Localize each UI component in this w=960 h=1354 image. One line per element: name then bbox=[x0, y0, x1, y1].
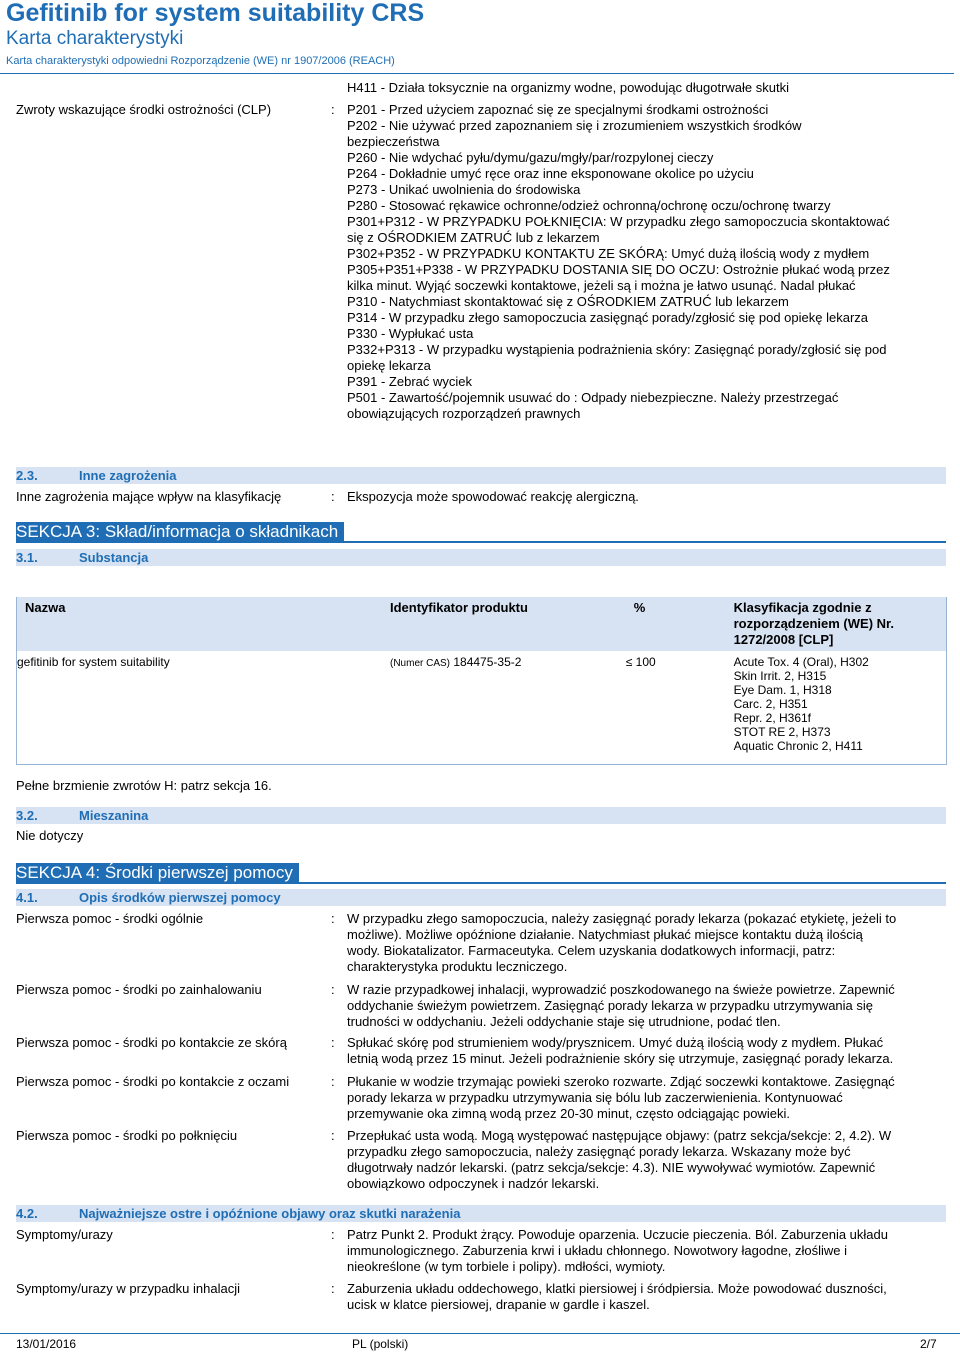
symptoms-line: Patrz Punkt 2. Produkt żrący. Powoduje oparzenia. Uczucie pieczenia. Ból. Zaburzenia układu bbox=[347, 1227, 888, 1242]
field-colon: : bbox=[331, 1128, 335, 1143]
field-colon: : bbox=[331, 489, 335, 504]
other-hazards-label: Inne zagrożenia mające wpływ na klasyfikację bbox=[16, 489, 282, 504]
first-aid-ingestion-row bbox=[16, 1128, 946, 1192]
header-divider bbox=[0, 73, 954, 74]
footer-page-number: 2/7 bbox=[920, 1337, 937, 1351]
first-aid-line: trudności w oddychaniu. Jeżeli oddychanie staje się utrudnione, podać tlen. bbox=[347, 1014, 781, 1029]
precaution-line: P305+P351+P338 - W PRZYPADKU DOSTANIA SIĘ DO OCZU: Ostrożnie płukać wodą przez bbox=[347, 262, 890, 277]
classification-line: Carc. 2, H351 bbox=[733, 697, 808, 711]
column-header-name: Nazwa bbox=[17, 597, 383, 651]
precautionary-statements bbox=[347, 102, 946, 422]
subsection-title: Opis środków pierwszej pomocy bbox=[79, 890, 281, 905]
first-aid-line: przemywanie oka zimną wodą przez 20-30 minut, często odciągając powieki. bbox=[347, 1106, 790, 1121]
footer-date: 13/01/2016 bbox=[16, 1337, 77, 1351]
first-aid-label: Pierwsza pomoc - środki po zainhalowaniu bbox=[16, 982, 262, 997]
cas-number: 184475-35-2 bbox=[453, 655, 522, 669]
first-aid-label: Pierwsza pomoc - środki po kontakcie z oczami bbox=[16, 1074, 290, 1089]
precaution-line: P201 - Przed użyciem zapoznać się ze specjalnymi środkami ostrożności bbox=[347, 102, 769, 117]
precaution-line: P202 - Nie używać przed zapoznaniem się i zrozumieniem wszystkich środków bbox=[347, 118, 802, 133]
table-header-row bbox=[17, 597, 947, 651]
first-aid-general-row bbox=[16, 911, 946, 975]
symptoms-line: Zaburzenia układu oddechowego, klatki piersiowej i śródpiersia. Może powodować duszności, bbox=[347, 1281, 887, 1296]
footer-divider bbox=[0, 1333, 960, 1334]
first-aid-line: Płukanie w wodzie trzymając powieki szeroko rozwarte. Zdjąć soczewki kontaktowe. Zasięgnąć bbox=[347, 1074, 895, 1089]
precaution-line: obowiązujących rozporządzeń prawnych bbox=[347, 406, 581, 421]
subsection-title: Inne zagrożenia bbox=[79, 468, 177, 483]
precaution-line: P280 - Stosować rękawice ochronne/odzież ochronną/ochronę oczu/ochronę twarzy bbox=[347, 198, 831, 213]
precaution-line: P301+P312 - W PRZYPADKU POŁKNIĘCIA: W przypadku złego samopoczucia skontaktować bbox=[347, 214, 890, 229]
precaution-line: P330 - Wypłukać usta bbox=[347, 326, 474, 341]
first-aid-line: obowiązkowo odpoczynek i nadzór lekarski. bbox=[347, 1176, 600, 1191]
first-aid-line: charakterystyka produktu leczniczego. bbox=[347, 959, 568, 974]
first-aid-line: długotrwały nadzór lekarski. (patrz sekcja/sekcje: 4.3). NIE wywoływać wymiotów. Zapewnić bbox=[347, 1160, 876, 1175]
regulation-reference: Karta charakterystyki odpowiedni Rozporządzenie (WE) nr 1907/2006 (REACH) bbox=[6, 55, 395, 67]
first-aid-text bbox=[347, 911, 946, 975]
subsection-title: Najważniejsze ostre i opóźnione objawy oraz skutki narażenia bbox=[79, 1206, 461, 1221]
symptoms-inhalation-row bbox=[16, 1281, 946, 1313]
precaution-line: P314 - W przypadku złego samopoczucia zasięgnąć porady/zgłosić się pod opiekę lekarza bbox=[347, 310, 869, 325]
field-colon: : bbox=[331, 1281, 335, 1296]
first-aid-label: Pierwsza pomoc - środki po połknięciu bbox=[16, 1128, 238, 1143]
first-aid-label: Pierwsza pomoc - środki po kontakcie ze skórą bbox=[16, 1035, 287, 1050]
precaution-line: kilka minut. Wyjąć soczewki kontaktowe, jeżeli są i można je łatwo usunąć. Nadal płukać bbox=[347, 278, 856, 293]
symptoms-label: Symptomy/urazy bbox=[16, 1227, 113, 1242]
subsection-number: 3.1. bbox=[16, 550, 38, 565]
first-aid-text bbox=[347, 1035, 946, 1067]
symptoms-row bbox=[16, 1227, 946, 1275]
first-aid-text bbox=[347, 1074, 946, 1122]
field-colon: : bbox=[331, 911, 335, 926]
classification-line: STOT RE 2, H373 bbox=[733, 725, 831, 739]
precaution-line: P260 - Nie wdychać pyłu/dymu/gazu/mgły/par/rozpylonej cieczy bbox=[347, 150, 714, 165]
footer-language: PL (polski) bbox=[352, 1337, 409, 1351]
table-row bbox=[17, 651, 947, 765]
precaution-line: P302+P352 - W PRZYPADKU KONTAKTU ZE SKÓRĄ: Umyć dużą ilością wody z mydłem bbox=[347, 246, 870, 261]
subsection-title: Mieszanina bbox=[79, 808, 149, 823]
document-title: Gefitinib for system suitability CRS bbox=[6, 0, 425, 27]
precaution-line: P391 - Zebrać wyciek bbox=[347, 374, 472, 389]
precaution-line: się z OŚRODKIEM ZATRUĆ lub z lekarzem bbox=[347, 230, 600, 245]
hazard-statement-row bbox=[16, 80, 946, 96]
symptoms-line: ucisk w klatce piersiowej, drapanie w gardle i kaszel. bbox=[347, 1297, 650, 1312]
first-aid-line: Przepłukać usta wodą. Mogą występować następujące objawy: (patrz sekcja/sekcje: 2, 4.2). W bbox=[347, 1128, 892, 1143]
section-4-heading bbox=[16, 863, 946, 884]
composition-table bbox=[16, 597, 947, 765]
symptoms-label: Symptomy/urazy w przypadku inhalacji bbox=[16, 1281, 240, 1296]
subsection-3-2-bar bbox=[16, 807, 946, 824]
first-aid-line: oddychanie świeżym powietrzem. Zasięgnąć porady lekarza w przypadku utrzymywania się bbox=[347, 998, 874, 1013]
first-aid-label: Pierwsza pomoc - środki ogólnie bbox=[16, 911, 204, 926]
classification-line: Aquatic Chronic 2, H411 bbox=[733, 739, 863, 753]
symptoms-text bbox=[347, 1227, 946, 1275]
field-colon: : bbox=[331, 102, 335, 117]
subsection-4-2-bar bbox=[16, 1205, 946, 1222]
column-header-percent: % bbox=[626, 597, 726, 651]
subsection-4-1-bar bbox=[16, 889, 946, 906]
field-colon: : bbox=[331, 1227, 335, 1242]
subsection-number: 4.1. bbox=[16, 890, 38, 905]
h-phrases-note: Pełne brzmienie zwrotów H: patrz sekcja 16. bbox=[16, 778, 272, 793]
first-aid-line: letnią wodą przez 15 minut. Jeżeli podrażnienie skóry się utrzymuje, zasięgnąć porady lekarza. bbox=[347, 1051, 894, 1066]
symptoms-text bbox=[347, 1281, 946, 1313]
classification-line: Repr. 2, H361f bbox=[733, 711, 812, 725]
subsection-number: 2.3. bbox=[16, 468, 38, 483]
first-aid-text bbox=[347, 982, 946, 1030]
first-aid-skin-row bbox=[16, 1035, 946, 1067]
document-subtitle: Karta charakterystyki bbox=[6, 28, 184, 49]
classification-line: Acute Tox. 4 (Oral), H302 bbox=[733, 655, 869, 669]
subsection-title: Substancja bbox=[79, 550, 149, 565]
field-colon: : bbox=[331, 1074, 335, 1089]
substance-classification bbox=[726, 651, 947, 765]
first-aid-line: przypadku złego samopoczucia, należy zasięgnąć porady lekarza. Wskazany może być bbox=[347, 1144, 851, 1159]
precaution-line: bezpieczeństwa bbox=[347, 134, 440, 149]
classification-line: Skin Irrit. 2, H315 bbox=[733, 669, 827, 683]
first-aid-line: W razie przypadkowej inhalacji, wyprowadzić poszkodowanego na świeże powietrze. Zapewnić bbox=[347, 982, 895, 997]
other-hazards-row bbox=[16, 489, 946, 505]
classification-line: Eye Dam. 1, H318 bbox=[733, 683, 832, 697]
first-aid-line: Spłukać skórę pod strumieniem wody/prysznicem. Umyć dużą ilością wody z mydłem. Płukać bbox=[347, 1035, 884, 1050]
field-colon: : bbox=[331, 1035, 335, 1050]
section-3-title: SEKCJA 3: Skład/informacja o składnikach bbox=[16, 522, 344, 542]
document-header bbox=[6, 0, 954, 68]
first-aid-inhalation-row bbox=[16, 982, 946, 1030]
precaution-line: P501 - Zawartość/pojemnik usuwać do : Odpady niebezpieczne. Należy przestrzegać bbox=[347, 390, 839, 405]
precaution-line: P273 - Unikać uwolnienia do środowiska bbox=[347, 182, 581, 197]
first-aid-line: możliwe). Możliwe opóźnione działanie. Natychmiast płukać miejsce kontaktu dużą ilością bbox=[347, 927, 863, 942]
substance-name: gefitinib for system suitability bbox=[17, 651, 383, 765]
substance-percent: ≤ 100 bbox=[626, 651, 726, 765]
not-applicable-text: Nie dotyczy bbox=[16, 828, 84, 843]
precaution-line: P332+P313 - W przypadku wystąpienia podrażnienia skóry: Zasięgnąć porady/zgłosić się pod bbox=[347, 342, 887, 357]
precaution-line: opiekę lekarza bbox=[347, 358, 431, 373]
symptoms-line: nieokreślone (w tym torbiele i polipy). mdłości, wymioty. bbox=[347, 1259, 666, 1274]
subsection-number: 4.2. bbox=[16, 1206, 38, 1221]
subsection-number: 3.2. bbox=[16, 808, 38, 823]
subsection-3-1-bar bbox=[16, 549, 946, 566]
other-hazards-value: Ekspozycja może spowodować reakcję alergiczną. bbox=[347, 489, 639, 504]
first-aid-eyes-row bbox=[16, 1074, 946, 1122]
first-aid-line: porady lekarza w przypadku utrzymywania się bólu lub zaczerwienienia. Kontynuować bbox=[347, 1090, 843, 1105]
column-header-identifier: Identyfikator produktu bbox=[382, 597, 626, 651]
substance-identifier bbox=[382, 651, 626, 765]
hazard-statement-h411: H411 - Działa toksycznie na organizmy wodne, powodując długotrwałe skutki bbox=[347, 80, 789, 95]
first-aid-line: wody. Biokatalizator. Farmaceutyka. Celem uzyskania dodatkowych informacji, patrz: bbox=[347, 943, 836, 958]
precaution-line: P310 - Natychmiast skontaktować się z OŚRODKIEM ZATRUĆ lub lekarzem bbox=[347, 294, 789, 309]
precaution-line: P264 - Dokładnie umyć ręce oraz inne eksponowane okolice po użyciu bbox=[347, 166, 754, 181]
column-header-classification: Klasyfikacja zgodnie z rozporządzeniem (WE) Nr. 1272/2008 [CLP] bbox=[726, 597, 947, 651]
first-aid-text bbox=[347, 1128, 946, 1192]
section-4-title: SEKCJA 4: Środki pierwszej pomocy bbox=[16, 863, 299, 883]
symptoms-line: immunologicznego. Zaburzenia krwi i układu chłonnego. Nowotwory łagodne, złośliwe i bbox=[347, 1243, 848, 1258]
cas-label: (Numer CAS) bbox=[390, 658, 451, 669]
field-colon: : bbox=[331, 982, 335, 997]
first-aid-line: W przypadku złego samopoczucia, należy zasięgnąć porady lekarza (pokazać etykietę, jeżeli to bbox=[347, 911, 897, 926]
precautionary-statements-row bbox=[16, 102, 946, 422]
precautionary-label: Zwroty wskazujące środki ostrożności (CLP) bbox=[16, 102, 272, 117]
section-3-heading bbox=[16, 522, 946, 543]
subsection-2-3-bar bbox=[16, 467, 946, 484]
